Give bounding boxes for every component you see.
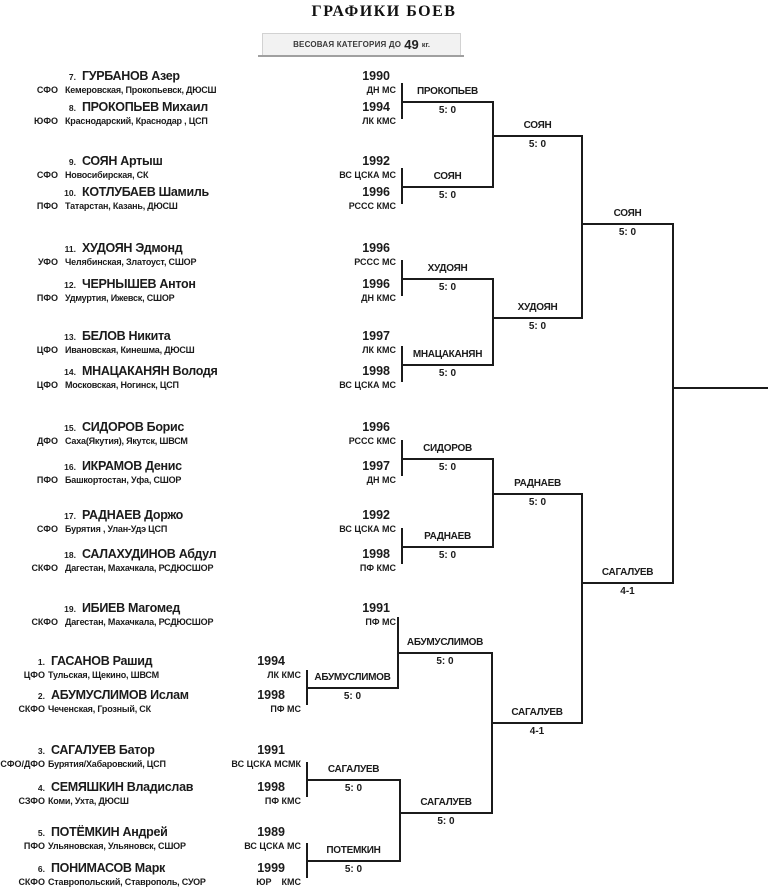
- fighter-name: ЧЕРНЫШЕВ Антон: [82, 277, 196, 291]
- fighter-society: ПФ МС: [365, 617, 396, 627]
- fighter-society: ДН КМС: [361, 293, 396, 303]
- match-winner-label: СОЯН: [433, 171, 462, 182]
- match-winner-label: АБУМУСЛИМОВ: [406, 637, 484, 648]
- fighter-name: ПРОКОПЬЕВ Михаил: [82, 100, 208, 114]
- fighter-society: ВС ЦСКА МС: [339, 170, 396, 180]
- fighter-name: АБУМУСЛИМОВ Ислам: [51, 688, 189, 702]
- match-winner-label: АБУМУСЛИМОВ: [314, 672, 391, 683]
- match-score-label: 5: 0: [438, 282, 457, 293]
- fighter-seed: 16.: [64, 462, 76, 472]
- fighter-district: СФО/ДФО: [0, 759, 45, 769]
- fighter-name: ИБИЕВ Магомед: [82, 601, 181, 615]
- fighter-seed: 4.: [37, 783, 45, 793]
- fighter-district: ЦФО: [23, 670, 45, 680]
- fighter-name: ГУРБАНОВ Азер: [82, 69, 180, 83]
- match-winner-label: САГАЛУЕВ: [327, 764, 380, 775]
- fighter-district: ПФО: [23, 841, 45, 851]
- fighter-seed: 5.: [37, 828, 45, 838]
- bracket-line-horizontal: [582, 582, 673, 584]
- fighter-society: ЛК КМС: [362, 116, 396, 126]
- fighter-seed: 1.: [37, 657, 45, 667]
- fighter-seed: 18.: [64, 550, 76, 560]
- fighter-society: ВС ЦСКА МС: [244, 841, 301, 851]
- fighter-entry: [0, 329, 768, 359]
- fighter-year: 1996: [362, 241, 390, 255]
- fighter-region: Кемеровская, Прокопьевск, ДЮСШ: [65, 85, 217, 95]
- fighter-year: 1996: [362, 420, 390, 434]
- fighter-district: СКФО: [18, 877, 45, 887]
- fighter-seed: 8.: [68, 103, 76, 113]
- bracket-line-horizontal: [400, 812, 492, 814]
- weight-category-value: 49: [404, 37, 419, 52]
- match-score-label: 5: 0: [528, 321, 547, 332]
- bracket-line-horizontal: [493, 135, 582, 137]
- fighter-entry: [0, 601, 768, 631]
- bracket-line-horizontal: [307, 779, 400, 781]
- fighter-region: Саха(Якутия), Якутск, ШВСМ: [65, 436, 188, 446]
- fighter-year: 1998: [257, 780, 285, 794]
- weight-category-underline: [258, 55, 464, 57]
- fighter-name: ИКРАМОВ Денис: [82, 459, 182, 473]
- fighter-entry: [0, 508, 768, 538]
- fighter-district: ЮФО: [34, 116, 58, 126]
- fighter-region: Бурятия , Улан-Удэ ЦСП: [65, 524, 168, 534]
- match-score-label: 5: 0: [528, 497, 547, 508]
- fighter-name: БЕЛОВ Никита: [82, 329, 171, 343]
- fighter-seed: 11.: [64, 244, 76, 254]
- match-score-label: 4-1: [529, 726, 545, 737]
- fighter-year: 1991: [257, 743, 285, 757]
- fighter-district: СФО: [36, 85, 58, 95]
- fighter-society: ДН МС: [366, 475, 396, 485]
- match-winner-label: ХУДОЯН: [427, 263, 468, 274]
- fighter-society: ПФ КМС: [264, 796, 301, 806]
- weight-category-unit: кг.: [421, 40, 430, 49]
- match-winner-label: МНАЦАКАНЯН: [412, 349, 483, 360]
- fighter-district: УФО: [38, 257, 58, 267]
- match-score-label: 5: 0: [438, 462, 457, 473]
- fighter-district: СФО: [36, 170, 58, 180]
- fighter-name: САЛАХУДИНОВ Абдул: [82, 547, 217, 561]
- fighter-name: ПОНИМАСОВ Марк: [51, 861, 165, 875]
- fighter-year: 1994: [362, 100, 390, 114]
- fighter-entry: [0, 100, 768, 130]
- bracket-line-vertical: [672, 223, 674, 584]
- fighter-name: СИДОРОВ Борис: [82, 420, 185, 434]
- match-score-label: 4-1: [620, 586, 635, 597]
- fighter-seed: 2.: [37, 691, 45, 701]
- fighter-district: СФО: [36, 524, 58, 534]
- fighter-district: ПФО: [36, 475, 58, 485]
- fighter-district: ПФО: [36, 293, 58, 303]
- fighter-year: 1992: [362, 508, 390, 522]
- match-score-label: 5: 0: [438, 105, 457, 116]
- bracket-line-horizontal: [402, 101, 493, 103]
- fighter-society: ДН МС: [366, 85, 396, 95]
- fighter-society: ЮР КМС: [256, 877, 301, 887]
- fighter-seed: 17.: [64, 511, 76, 521]
- match-winner-label: САГАЛУЕВ: [601, 567, 654, 578]
- fighter-name: ГАСАНОВ Рашид: [51, 654, 153, 668]
- fighter-entry: [0, 69, 768, 99]
- fighter-district: СКФО: [18, 704, 45, 714]
- match-winner-label: ПОТЕМКИН: [326, 845, 381, 856]
- fighter-society: РССС КМС: [348, 201, 396, 211]
- match-score-label: 5: 0: [344, 864, 363, 875]
- fighter-seed: 10.: [64, 188, 76, 198]
- match-winner-label: РАДНАЕВ: [424, 531, 471, 542]
- match-score-label: 5: 0: [618, 227, 637, 238]
- match-winner-label: СИДОРОВ: [423, 443, 472, 454]
- fighter-seed: 13.: [64, 332, 76, 342]
- fighter-seed: 7.: [68, 72, 76, 82]
- fighter-region: Краснодарский, Краснодар , ЦСП: [65, 116, 208, 126]
- page-title: ГРАФИКИ БОЕВ: [311, 3, 457, 20]
- match-winner-label: ХУДОЯН: [517, 302, 558, 313]
- match-winner-label: РАДНАЕВ: [514, 478, 561, 489]
- fighter-society: ВС ЦСКА МС: [339, 524, 396, 534]
- fighter-entry: [0, 277, 768, 307]
- bracket-line-vertical: [581, 493, 583, 724]
- fighter-society: ВС ЦСКА МС: [339, 380, 396, 390]
- fighter-region: Дагестан, Махачкала, РСДЮСШОР: [65, 563, 214, 573]
- fighter-year: 1991: [362, 601, 390, 615]
- fighter-society: ВС ЦСКА МСМК: [231, 759, 301, 769]
- fighter-seed: 14.: [64, 367, 76, 377]
- fighter-name: СЕМЯШКИН Владислав: [51, 780, 194, 794]
- fighter-society: ЛК КМС: [267, 670, 301, 680]
- fighter-name: ХУДОЯН Эдмонд: [82, 241, 183, 255]
- match-winner-label: ПРОКОПЬЕВ: [417, 86, 478, 97]
- weight-category-box: [262, 33, 461, 56]
- fighter-year: 1997: [362, 329, 390, 343]
- bracket-line-horizontal: [402, 186, 493, 188]
- match-score-label: 5: 0: [436, 656, 454, 667]
- fighter-year: 1998: [257, 688, 285, 702]
- match-score-label: 5: 0: [438, 550, 457, 561]
- fighter-seed: 15.: [64, 423, 76, 433]
- match-winner-label: СОЯН: [523, 120, 552, 131]
- fighter-name: КОТЛУБАЕВ Шамиль: [82, 185, 209, 199]
- match-winner-label: САГАЛУЕВ: [420, 797, 472, 808]
- fighter-region: Чеченская, Грозный, СК: [48, 704, 151, 714]
- fighter-name: СОЯН Артыш: [82, 154, 163, 168]
- fighter-region: Удмуртия, Ижевск, СШОР: [65, 293, 175, 303]
- fighter-year: 1989: [257, 825, 285, 839]
- fighter-district: СКФО: [31, 617, 58, 627]
- bracket-line-horizontal: [582, 223, 673, 225]
- fighter-seed: 3.: [37, 746, 45, 756]
- match-score-label: 5: 0: [437, 816, 455, 827]
- fighter-region: Тульская, Щекино, ШВСМ: [48, 670, 159, 680]
- fighter-entry: [0, 241, 768, 271]
- bracket-line-horizontal: [492, 722, 582, 724]
- match-winner-label: САГАЛУЕВ: [511, 707, 563, 718]
- fighter-region: Бурятия/Хабаровский, ЦСП: [48, 759, 166, 769]
- fighter-year: 1998: [362, 547, 390, 561]
- fighter-name: ПОТЁМКИН Андрей: [51, 825, 168, 839]
- fighter-society: ПФ МС: [270, 704, 301, 714]
- bracket-line-horizontal: [402, 546, 493, 548]
- fighter-seed: 6.: [37, 864, 45, 874]
- bracket-line-horizontal: [307, 860, 400, 862]
- fighter-entry: [0, 364, 768, 394]
- fighter-society: РССС МС: [354, 257, 396, 267]
- fighter-region: Ивановская, Кинешма, ДЮСШ: [65, 345, 195, 355]
- match-score-label: 5: 0: [438, 368, 457, 379]
- fighter-region: Татарстан, Казань, ДЮСШ: [65, 201, 178, 211]
- fighter-year: 1999: [257, 861, 285, 875]
- fighter-name: РАДНАЕВ Доржо: [82, 508, 183, 522]
- fighter-year: 1996: [362, 277, 390, 291]
- fighter-society: ПФ КМС: [359, 563, 396, 573]
- match-score-label: 5: 0: [528, 139, 547, 150]
- fighter-district: ДФО: [37, 436, 58, 446]
- bracket-line-horizontal: [402, 364, 493, 366]
- bracket-line-horizontal: [493, 317, 582, 319]
- fighter-district: ЦФО: [36, 380, 58, 390]
- match-score-label: 5: 0: [343, 691, 362, 702]
- fighter-district: СКФО: [31, 563, 58, 573]
- fighter-region: Челябинская, Златоуст, СШОР: [65, 257, 197, 267]
- fighter-entry: [0, 459, 768, 489]
- fighter-name: САГАЛУЕВ Батор: [51, 743, 155, 757]
- bracket-line-horizontal: [402, 278, 493, 280]
- fighter-district: ПФО: [36, 201, 58, 211]
- fighter-region: Коми, Ухта, ДЮСШ: [48, 796, 129, 806]
- fighter-region: Новосибирская, СК: [65, 170, 149, 180]
- fighter-year: 1996: [362, 185, 390, 199]
- match-winner-label: СОЯН: [613, 208, 642, 219]
- fighter-name: МНАЦАКАНЯН Володя: [82, 364, 218, 378]
- fighter-seed: 12.: [64, 280, 76, 290]
- fighter-seed: 9.: [68, 157, 76, 167]
- fighter-society: РССС КМС: [348, 436, 396, 446]
- bracket-line-horizontal: [398, 652, 492, 654]
- match-score-label: 5: 0: [344, 783, 363, 794]
- fighter-entry: [0, 154, 768, 184]
- fighter-region: Ульяновская, Ульяновск, СШОР: [48, 841, 186, 851]
- fighter-year: 1994: [257, 654, 285, 668]
- fighter-region: Московская, Ногинск, ЦСП: [65, 380, 179, 390]
- fighter-region: Башкортостан, Уфа, СШОР: [65, 475, 182, 485]
- bracket-line-horizontal: [493, 493, 582, 495]
- fighter-district: ЦФО: [36, 345, 58, 355]
- fighter-society: ЛК КМС: [362, 345, 396, 355]
- weight-category-label: ВЕСОВАЯ КАТЕГОРИЯ ДО: [293, 40, 402, 49]
- fighter-district: СЗФО: [18, 796, 45, 806]
- fighter-year: 1992: [362, 154, 390, 168]
- bracket-line-horizontal: [402, 458, 493, 460]
- fighter-entry: [0, 420, 768, 450]
- fighter-seed: 19.: [64, 604, 76, 614]
- fighter-year: 1998: [362, 364, 390, 378]
- bracket-line-horizontal: [307, 687, 398, 689]
- fighter-region: Дагестан, Махачкала, РСДЮСШОР: [65, 617, 214, 627]
- bracket-line-horizontal: [673, 387, 768, 389]
- fighter-year: 1990: [362, 69, 390, 83]
- fighter-region: Ставропольский, Ставрополь, СУОР: [48, 877, 206, 887]
- match-score-label: 5: 0: [438, 190, 457, 201]
- fighter-year: 1997: [362, 459, 390, 473]
